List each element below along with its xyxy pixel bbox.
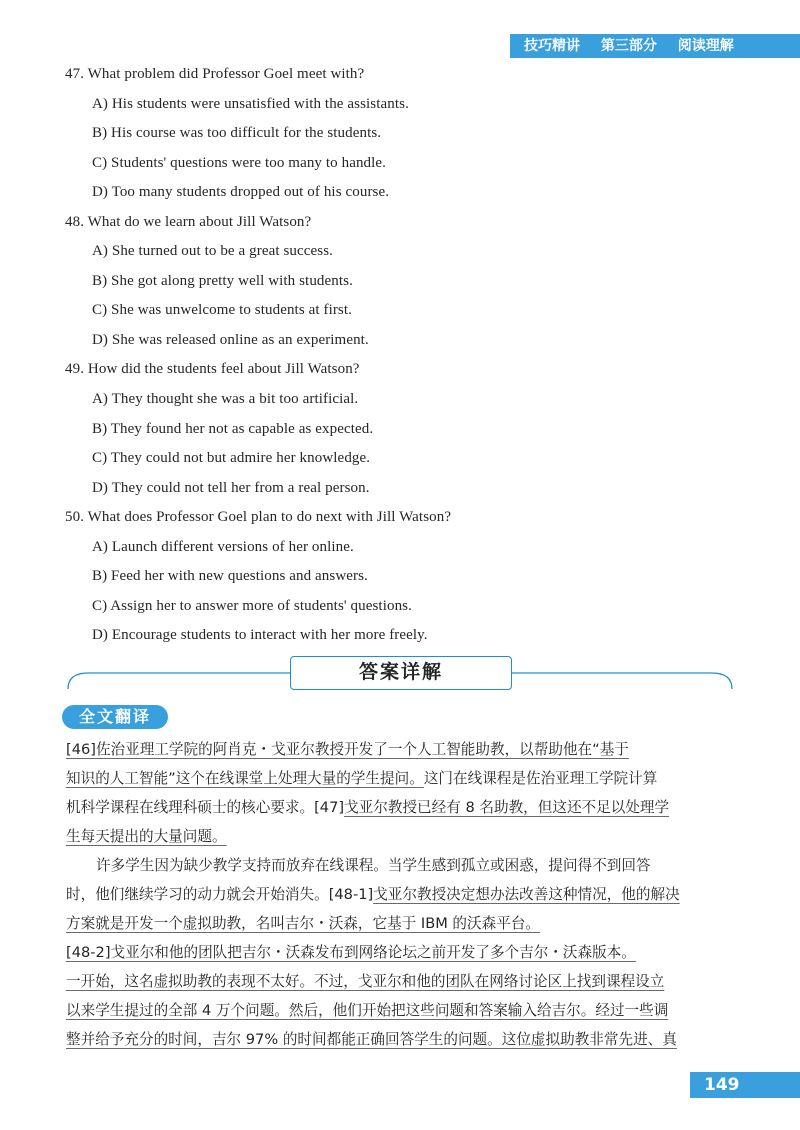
question-text: What do we learn about Jill Watson? — [87, 214, 312, 230]
header-section-2: 第三部分 — [600, 38, 657, 54]
header-section-3: 阅读理解 — [677, 38, 734, 54]
page-number: 149 — [690, 1072, 800, 1098]
para3-line4 — [66, 1025, 736, 1055]
underlined-text: 整并给予充分的时间，吉尔 97% 的时间都能正确回答学生的问题。这位虚拟助教非常先进、真 — [66, 1031, 677, 1048]
option-47c: C) Students' questions were too many to handle. — [92, 155, 387, 171]
option-50a: A) Launch different versions of her online. — [92, 539, 354, 555]
para3-line3 — [66, 996, 736, 1026]
option-49b: B) They found her not as capable as expected. — [92, 421, 374, 437]
option-47a: A) His students were unsatisfied with the assistants. — [92, 96, 409, 112]
underlined-text: 戈亚尔教授已经有 8 名助教，但这还不足以处理学 — [344, 799, 670, 816]
option-48b: B) She got along pretty well with students. — [92, 273, 353, 289]
underlined-text: 生每天提出的大量问题。 — [66, 828, 227, 845]
para3-line1 — [66, 938, 736, 968]
option-49c: C) They could not but admire her knowledge. — [92, 450, 371, 466]
header-section-1: 技巧精讲 — [524, 38, 580, 54]
underlined-text: 一开始，这名虚拟助教的表现不太好。不过，戈亚尔和他的团队在网络讨论区上找到课程设立 — [66, 973, 665, 990]
para2-line2 — [66, 880, 736, 910]
option-49d: D) They could not tell her from a real person. — [92, 480, 370, 496]
para1-line2 — [66, 764, 736, 794]
para1-line1 — [66, 735, 736, 765]
translation-label: 全文翻译 — [62, 705, 168, 729]
option-50d: D) Encourage students to interact with her more freely. — [92, 627, 428, 643]
answer-banner-title: 答案详解 — [290, 656, 512, 690]
underlined-text: 知识的人工智能”这个在线课堂上处理大量的学生提问。 — [66, 770, 424, 787]
question-text: What problem did Professor Goel meet with? — [87, 66, 365, 82]
option-50b: B) Feed her with new questions and answers. — [92, 568, 368, 584]
plain-text: 这门在线课程是佐治亚理工学院计算 — [423, 770, 658, 787]
option-47d: D) Too many students dropped out of his course. — [92, 184, 390, 200]
question-48 — [65, 214, 311, 231]
para2-line3 — [66, 909, 736, 939]
option-49a: A) They thought she was a bit too artificial. — [92, 391, 359, 407]
option-48d: D) She was released online as an experiment. — [92, 332, 369, 348]
underlined-text: 戈亚尔教授决定想办法改善这种情况，他的解决 — [373, 886, 680, 903]
question-number: 48. — [65, 214, 85, 230]
question-number: 47. — [65, 66, 85, 82]
underlined-text: [48-2]戈亚尔和他的团队把吉尔・沃森发布到网络论坛之前开发了多个吉尔・沃森版本。 — [66, 944, 636, 961]
para2-line1: 许多学生因为缺少教学支持而放弃在线课程。当学生感到孤立或困惑，提问得不到回答 — [96, 857, 651, 874]
underlined-text: [46]佐治亚理工学院的阿肖克・戈亚尔教授开发了一个人工智能助教，以帮助他在“基于 — [66, 741, 629, 758]
question-50 — [65, 509, 451, 526]
question-47 — [65, 66, 364, 83]
para1-line3 — [66, 793, 736, 823]
para3-line2 — [66, 967, 736, 997]
option-47b: B) His course was too difficult for the students. — [92, 125, 382, 141]
underlined-text: 以来学生提过的全部 4 万个问题。然后，他们开始把这些问题和答案输入给吉尔。经过一些调 — [66, 1002, 669, 1019]
plain-text: 时，他们继续学习的动力就会开始消失。[48-1] — [66, 886, 374, 903]
question-text: How did the students feel about Jill Watson? — [87, 361, 360, 377]
option-48c: C) She was unwelcome to students at first. — [92, 302, 352, 318]
question-number: 50. — [65, 509, 85, 525]
question-text: What does Professor Goel plan to do next with Jill Watson? — [87, 509, 452, 525]
underlined-text: 方案就是开发一个虚拟助教，名叫吉尔・沃森，它基于 IBM 的沃森平台。 — [66, 915, 541, 932]
option-48a: A) She turned out to be a great success. — [92, 243, 334, 259]
para1-line4 — [66, 822, 736, 852]
option-50c: C) Assign her to answer more of students' questions. — [92, 598, 412, 614]
plain-text: 机科学课程在线理科硕士的核心要求。[47] — [66, 799, 345, 816]
chapter-header-tab — [510, 34, 800, 58]
question-number: 49. — [65, 361, 85, 377]
question-49 — [65, 361, 360, 378]
